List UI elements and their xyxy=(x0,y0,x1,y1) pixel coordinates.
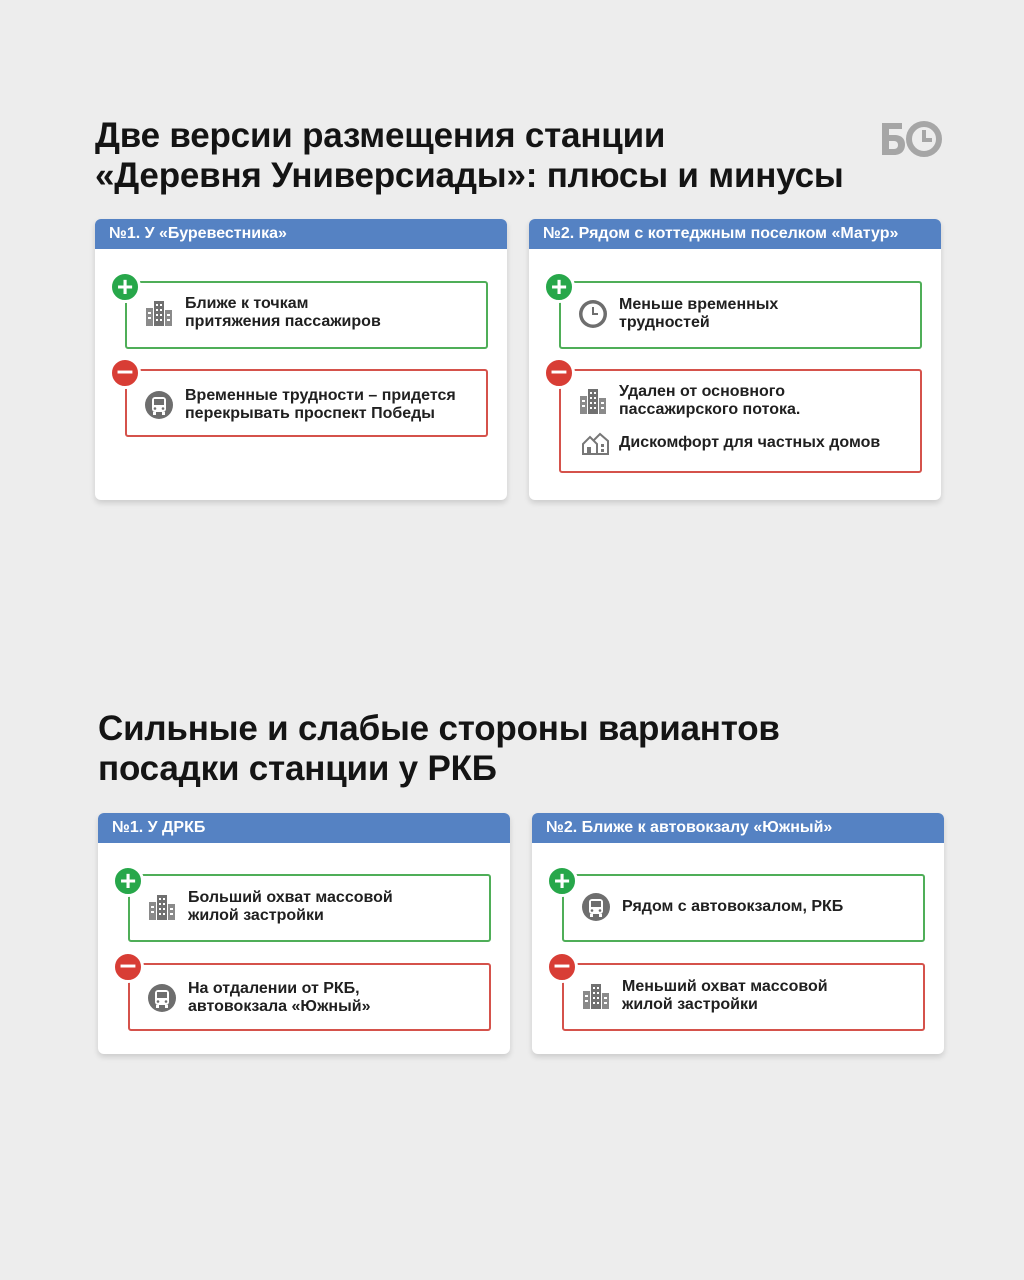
option-card-matur xyxy=(529,219,941,500)
con-text xyxy=(619,434,880,452)
pro-entry xyxy=(577,296,778,332)
option-card-drkb xyxy=(98,813,510,1054)
pro-text-line: жилой застройки xyxy=(188,907,324,924)
minus-icon: – xyxy=(546,951,578,983)
plus-icon: + xyxy=(543,271,575,303)
option-card-burevestnik xyxy=(95,219,507,500)
con-text-line: автовокзала «Южный» xyxy=(188,998,371,1015)
card-header: №2. Рядом с коттеджным поселком «Матур» xyxy=(529,219,941,249)
card-header: №1. У ДРКБ xyxy=(98,813,510,843)
houses-icon xyxy=(581,429,609,457)
minus-icon: – xyxy=(112,951,144,983)
con-text-line: Временные трудности – придется xyxy=(185,387,456,404)
con-text-line: пассажирского потока. xyxy=(619,401,801,418)
pro-text xyxy=(188,889,393,925)
con-entry xyxy=(581,429,880,457)
con-text-line: Удален от основного xyxy=(619,383,786,400)
title-line: Две версии размещения станции xyxy=(95,116,666,155)
con-entry xyxy=(146,980,370,1016)
bus-icon xyxy=(146,982,178,1014)
con-text-line: жилой застройки xyxy=(622,996,758,1013)
title-line: «Деревня Универсиады»: плюсы и минусы xyxy=(95,156,844,195)
plus-icon: + xyxy=(546,865,578,897)
con-text xyxy=(188,980,370,1016)
pro-text-line: притяжения пассажиров xyxy=(185,313,381,330)
title-line: посадки станции у РКБ xyxy=(98,749,497,788)
minus-icon: – xyxy=(109,357,141,389)
section1-title xyxy=(95,116,844,196)
con-entry xyxy=(580,978,828,1014)
minus-icon: – xyxy=(543,357,575,389)
con-text xyxy=(622,978,828,1014)
con-text-line: перекрывать проспект Победы xyxy=(185,405,435,422)
buildings-icon xyxy=(146,891,178,923)
clock-icon xyxy=(577,298,609,330)
buildings-icon xyxy=(577,385,609,417)
plus-icon: + xyxy=(109,271,141,303)
pro-text-line: Меньше временных xyxy=(619,296,779,313)
con-text xyxy=(619,383,800,419)
bo-clock-logo xyxy=(878,118,944,160)
con-text-line: Меньший охват массовой xyxy=(622,978,828,995)
bus-icon xyxy=(143,389,175,421)
con-text xyxy=(185,387,456,423)
pro-text-line: трудностей xyxy=(619,314,710,331)
pro-entry xyxy=(580,891,843,923)
section2-title xyxy=(98,709,780,789)
pro-text-line: Ближе к точкам xyxy=(185,295,309,312)
pro-text xyxy=(185,295,381,331)
pro-text-line: Больший охват массовой xyxy=(188,889,393,906)
bus-icon xyxy=(580,891,612,923)
pro-text-line: Рядом с автовокзалом, РКБ xyxy=(622,898,844,915)
plus-icon: + xyxy=(112,865,144,897)
option-card-yuzhny xyxy=(532,813,944,1054)
pro-text xyxy=(622,898,843,916)
con-entry xyxy=(143,387,456,423)
con-text-line: На отдалении от РКБ, xyxy=(188,980,360,997)
con-text-line: Дискомфорт для частных домов xyxy=(619,434,881,451)
pro-entry xyxy=(143,295,381,331)
buildings-icon xyxy=(143,297,175,329)
buildings-icon xyxy=(580,980,612,1012)
pro-text xyxy=(619,296,778,332)
card-header: №1. У «Буревестника» xyxy=(95,219,507,249)
con-entry xyxy=(577,383,800,419)
title-line: Сильные и слабые стороны вариантов xyxy=(98,709,780,748)
pro-entry xyxy=(146,889,393,925)
card-header: №2. Ближе к автовокзалу «Южный» xyxy=(532,813,944,843)
